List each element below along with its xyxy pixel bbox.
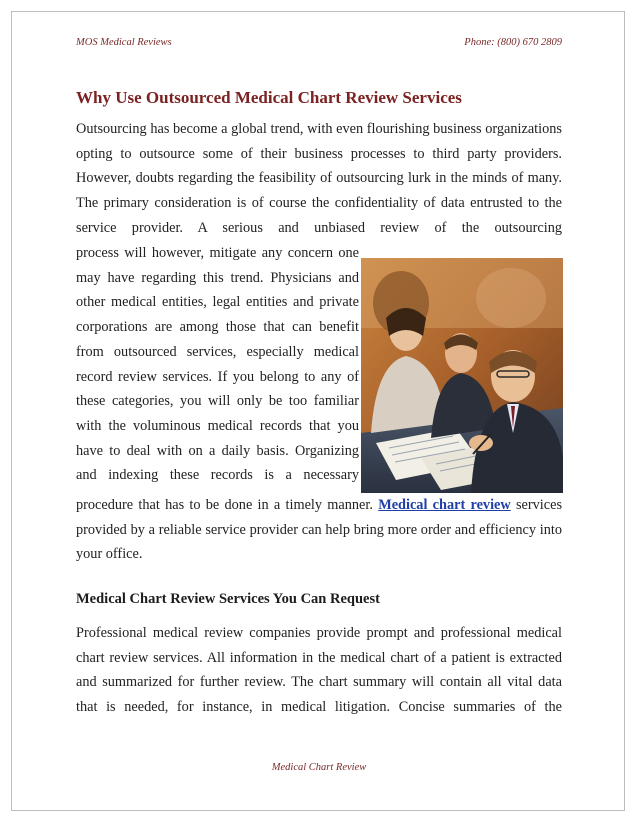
intro-paragraph: Outsourcing has become a global trend, with even flourishing business organizations opting to outsource some of their business processes to third party providers. However, doubts regarding the feasibility of outsourcing lurk in the minds of many. The primary consideration is of course the confidentiality of data entrusted to the service provider. A serious and unbiased review of the outsourcing	[76, 121, 562, 236]
paragraph-continuation	[76, 493, 562, 567]
continuation-text: procedure that has to be done in a timely manner.	[76, 497, 379, 513]
continuation-text-end: services provided by a reliable service provider can help bring more order and efficiency into your office.	[76, 497, 563, 563]
medical-chart-review-link[interactable]: Medical chart review	[378, 497, 511, 513]
page-footer: Medical Chart Review	[271, 762, 367, 773]
services-paragraph: Professional medical review companies provide prompt and professional medical chart review services. All information in the medical chart of a patient is extracted and summarized for further review. The chart summary will contain all vital data that is needed, for instance, in medical litigation. Concise summaries of the	[76, 625, 562, 716]
company-name: MOS Medical Reviews	[76, 37, 172, 48]
article-title: Why Use Outsourced Medical Chart Review Services	[76, 88, 462, 107]
photo-illustration	[361, 258, 563, 493]
office-workers-photo-icon	[361, 258, 563, 493]
phone-number: Phone: (800) 670 2809	[464, 37, 562, 48]
wrapped-paragraph: process will however, mitigate any concern one may have regarding this trend. Physicians and other medical entities, legal entities and private corporations are among those that can benefit from outsourced services, especially medical record review services. If you belong to any of these categories, you will only be too familiar with the voluminous medical records that you have to deal with on a daily basis. Organizing and indexing these records is a necessary	[76, 245, 359, 484]
section-subheading: Medical Chart Review Services You Can Request	[76, 591, 380, 607]
